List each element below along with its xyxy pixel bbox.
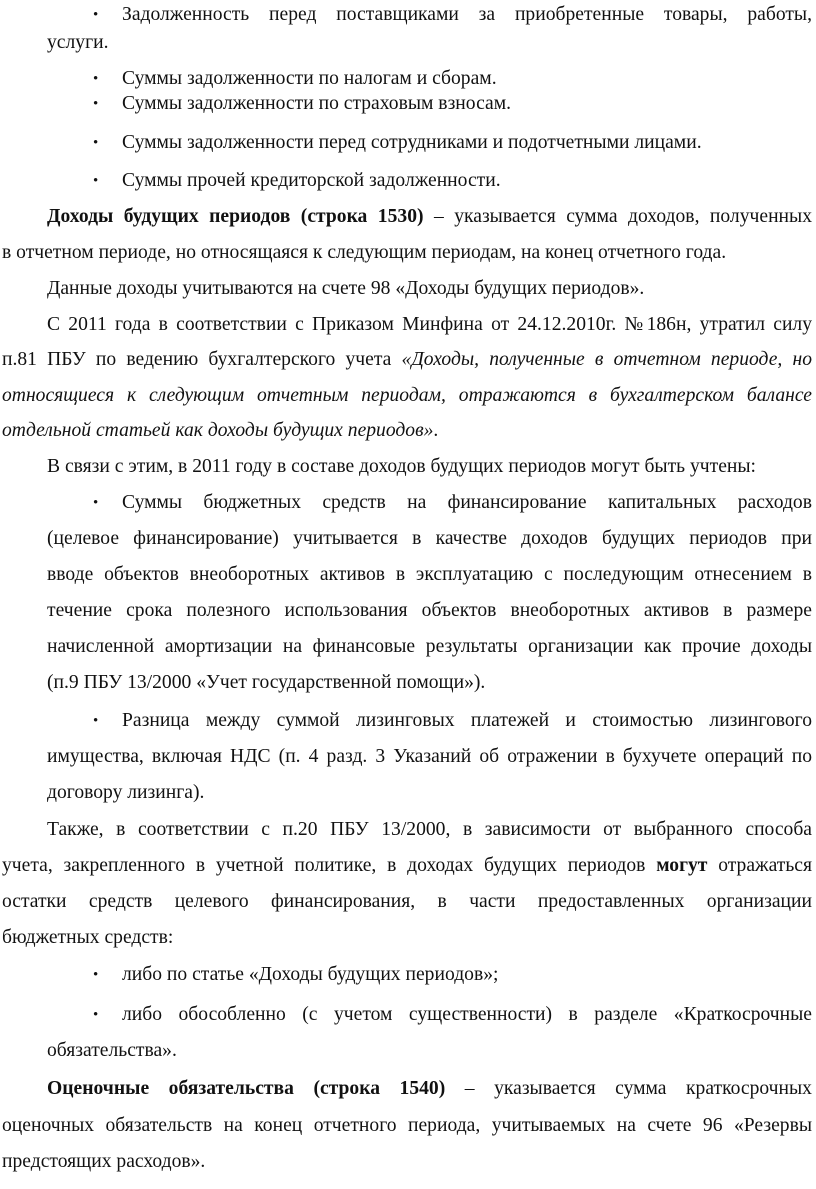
paragraph-line	[2, 350, 812, 370]
list-item-line: (целевое финансирование) учитывается в качестве доходов будущих периодов при	[47, 528, 812, 549]
paragraph-text: – указывается сумма краткосрочных	[445, 1078, 812, 1099]
list-item-line: Суммы бюджетных средств на финансирование капитальных расходов	[122, 492, 812, 513]
list-item-line: либо по статье «Доходы будущих периодов»;	[122, 964, 499, 985]
list-item-5: Суммы прочей кредиторской задолженности.	[122, 170, 501, 191]
paragraph-line	[47, 1079, 812, 1099]
bullet: •	[93, 1007, 99, 1023]
paragraph-line: бюджетных средств:	[2, 927, 174, 948]
list-item-line: обязательства».	[47, 1040, 177, 1061]
bullet: •	[93, 713, 99, 729]
bullet: •	[93, 495, 99, 511]
bold-word: могут	[656, 855, 708, 876]
list-item-line: начисленной амортизации на финансовые результаты организации как прочие доходы	[47, 636, 812, 657]
list-item-line: Разница между суммой лизинговых платежей и стоимостью лизингового	[122, 710, 812, 731]
list-item-line: договору лизинга).	[47, 782, 205, 803]
bullet: •	[93, 967, 99, 983]
italic-quote-line: относящиеся к следующим отчетным периодам, отражаются в бухгалтерском балансе	[2, 385, 812, 406]
list-item-line: вводе объектов внеоборотных активов в эксплуатацию с последующим отнесением в	[47, 564, 812, 585]
bold-heading: Оценочные обязательства (строка 1540)	[47, 1078, 446, 1099]
list-item-2: Суммы задолженности по налогам и сборам.	[122, 68, 497, 89]
paragraph-line	[2, 421, 438, 441]
list-item-1-line-2: услуги.	[47, 32, 109, 53]
paragraph-line: С 2011 года в соответствии с Приказом Минфина от 24.12.2010г. №186н, утратил силу	[47, 314, 812, 335]
list-item-line: течение срока полезного использования объектов внеоборотных активов в размере	[47, 600, 812, 621]
bullet: •	[93, 96, 99, 112]
bullet: •	[93, 7, 99, 23]
paragraph-line	[47, 207, 812, 227]
italic-quote: «Доходы, полученные в отчетном периоде, но	[401, 349, 813, 370]
bullet: •	[93, 173, 99, 189]
list-item-line: имущества, включая НДС (п. 4 разд. 3 Указаний об отражении в бухучете операций по	[47, 746, 812, 767]
bullet: •	[93, 71, 99, 87]
list-item-line: либо обособленно (с учетом существенности) в разделе «Краткосрочные	[122, 1004, 812, 1025]
paragraph-text: – указывается сумма доходов, полученных	[423, 206, 812, 227]
italic-quote: отдельной статьей как доходы будущих периодов»	[2, 420, 434, 441]
paragraph-line: Также, в соответствии с п.20 ПБУ 13/2000, в зависимости от выбранного способа	[47, 819, 812, 840]
paragraph-line: оценочных обязательств на конец отчетного периода, учитываемых на счете 96 «Резервы	[2, 1115, 812, 1136]
paragraph-line: В связи с этим, в 2011 году в составе доходов будущих периодов могут быть учтены:	[47, 456, 756, 477]
list-item-1-line-1: Задолженность перед поставщиками за приобретенные товары, работы,	[122, 4, 812, 25]
list-item-line: (п.9 ПБУ 13/2000 «Учет государственной помощи»).	[47, 672, 486, 693]
paragraph-line: остатки средств целевого финансирования, в части предоставленных организации	[2, 891, 812, 912]
paragraph-text: отражаться	[707, 855, 812, 876]
paragraph-text: п.81 ПБУ по ведению бухгалтерского учета	[2, 349, 402, 370]
paragraph-text: учета, закрепленного в учетной политике, в доходах будущих периодов	[2, 855, 657, 876]
bullet: •	[93, 135, 99, 151]
paragraph-line: предстоящих расходов».	[2, 1151, 206, 1172]
bold-heading: Доходы будущих периодов (строка 1530)	[47, 206, 424, 227]
paragraph-line: в отчетном периоде, но относящаяся к следующим периодам, на конец отчетного года.	[2, 242, 727, 263]
list-item-4: Суммы задолженности перед сотрудниками и подотчетными лицами.	[122, 132, 702, 153]
list-item-3: Суммы задолженности по страховым взносам.	[122, 93, 512, 114]
paragraph-line: Данные доходы учитываются на счете 98 «Доходы будущих периодов».	[47, 278, 645, 299]
paragraph-line	[2, 856, 812, 876]
paragraph-text: .	[433, 420, 439, 441]
